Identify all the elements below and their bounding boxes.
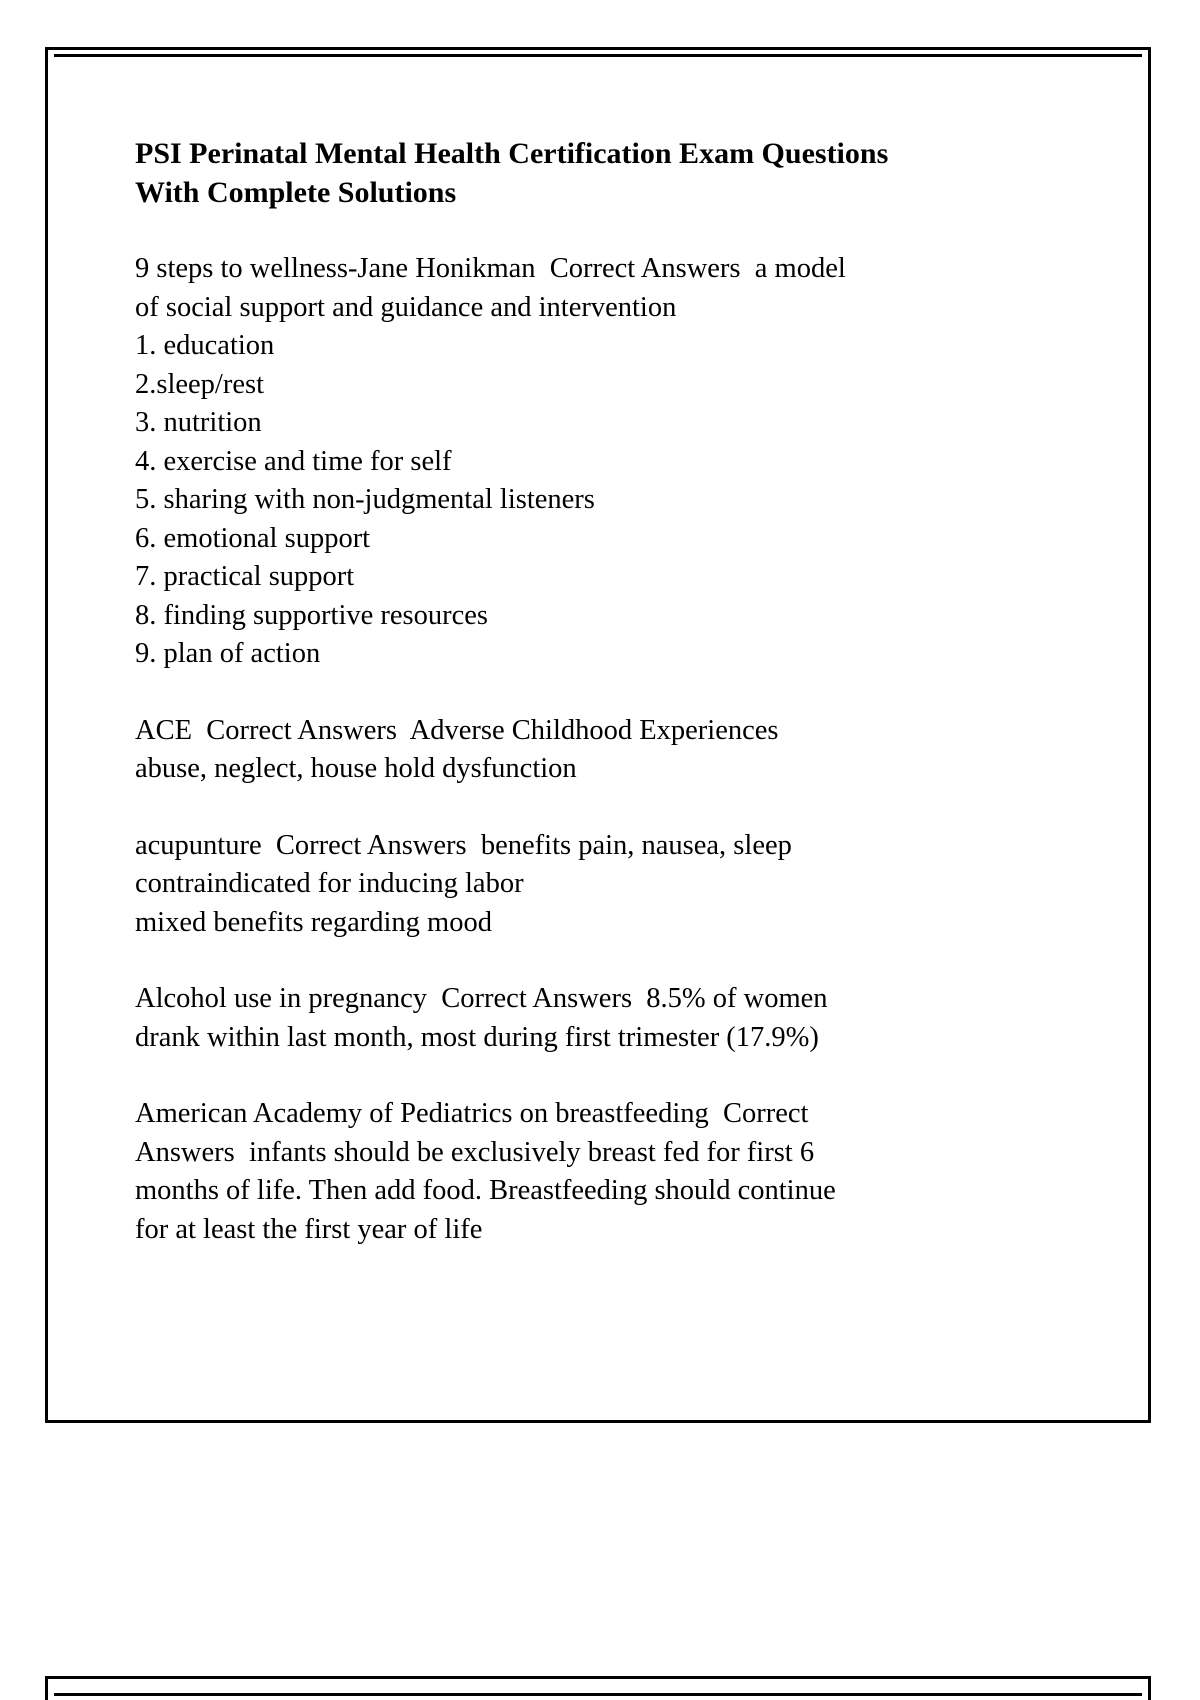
title-line: With Complete Solutions	[135, 176, 457, 209]
text-line: drank within last month, most during first trimester (17.9%)	[135, 1021, 819, 1053]
text-line: Answers infants should be exclusively breast fed for first 6	[135, 1136, 815, 1168]
document-content	[135, 134, 1135, 1287]
top-double-rule	[54, 54, 1142, 57]
next-page-border-frame	[45, 1676, 1151, 1700]
qa-paragraph-acupunture	[135, 827, 1135, 943]
text-line: Alcohol use in pregnancy Correct Answers 8.5% of women	[135, 983, 828, 1014]
text-line: 8. finding supportive resources	[135, 599, 489, 631]
text-line: 9 steps to wellness-Jane Honikman Correct Answers a model	[135, 253, 846, 284]
qa-paragraph-aap-breastfeeding	[135, 1095, 1135, 1249]
qa-paragraph-ace	[135, 712, 1135, 789]
text-line: for at least the first year of life	[135, 1213, 483, 1245]
text-line: 2.sleep/rest	[135, 368, 265, 400]
text-line: acupunture Correct Answers benefits pain, nausea, sleep	[135, 829, 792, 861]
text-line: 6. emotional support	[135, 522, 371, 554]
text-line: abuse, neglect, house hold dysfunction	[135, 753, 577, 784]
document-title	[135, 134, 1135, 212]
text-line: 5. sharing with non-judgmental listeners	[135, 484, 595, 515]
qa-paragraph-9-steps	[135, 250, 1135, 674]
text-line: months of life. Then add food. Breastfeeding should continue	[135, 1175, 836, 1206]
text-line: mixed benefits regarding mood	[135, 906, 492, 938]
text-line: of social support and guidance and intervention	[135, 291, 677, 323]
text-line: 3. nutrition	[135, 407, 262, 438]
text-line: ACE Correct Answers Adverse Childhood Experiences	[135, 714, 779, 746]
qa-paragraph-alcohol-use	[135, 980, 1135, 1057]
text-line: 7. practical support	[135, 561, 355, 592]
text-line: 9. plan of action	[135, 638, 321, 669]
text-line: contraindicated for inducing labor	[135, 868, 524, 899]
text-line: 1. education	[135, 330, 275, 361]
text-line: American Academy of Pediatrics on breastfeeding Correct	[135, 1098, 809, 1129]
text-line: 4. exercise and time for self	[135, 445, 452, 477]
title-line: PSI Perinatal Mental Health Certification Exam Questions	[135, 137, 889, 170]
next-page-double-rule	[54, 1693, 1142, 1696]
